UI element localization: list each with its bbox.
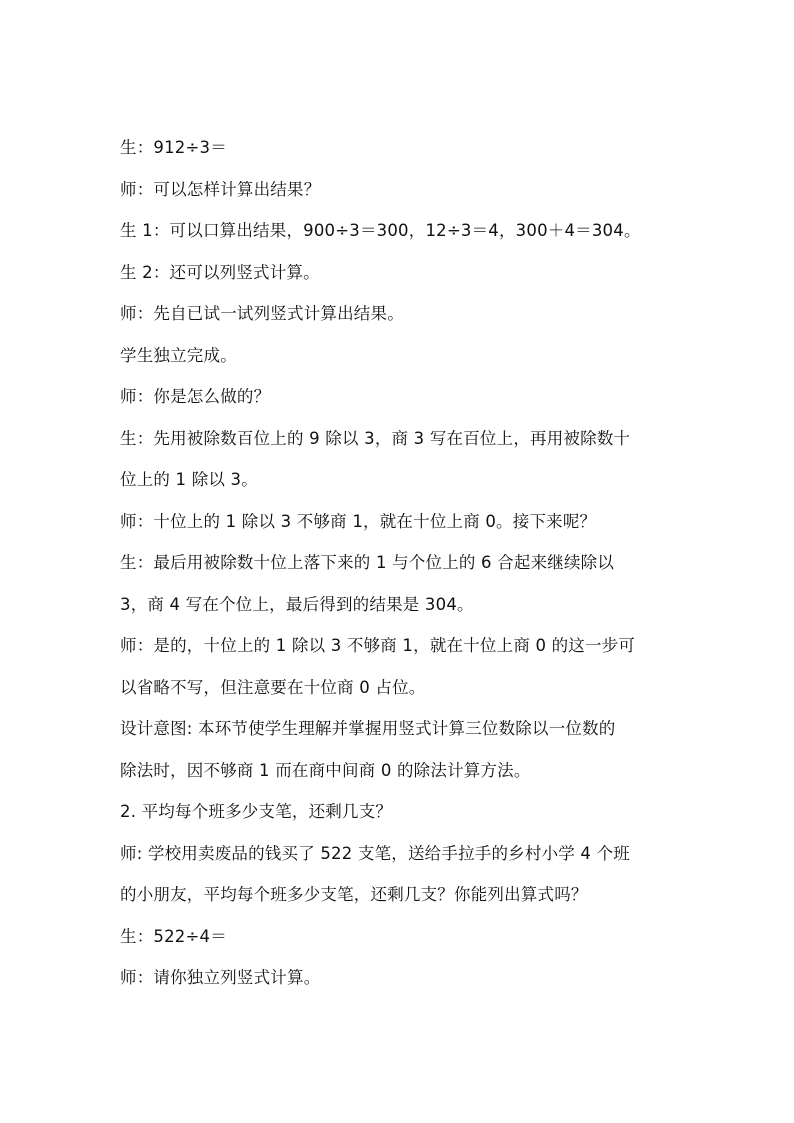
text-line: 师：请你独立列竖式计算。 bbox=[120, 968, 321, 987]
text-line: 师：可以怎样计算出结果？ bbox=[120, 179, 321, 199]
text-line: 生：912÷3＝ bbox=[120, 138, 227, 157]
text-line: 师：你是怎么做的？ bbox=[120, 387, 271, 406]
text-line: 以省略不写，但注意要在十位商 0 占位。 bbox=[120, 677, 426, 697]
design-intent-line: 设计意图: 本环节使学生理解并掌握用竖式计算三位数除以一位数的 bbox=[120, 719, 616, 738]
text-line: 生：先用被除数百位上的 9 除以 3，商 3 写在百位上，再用被除数十 bbox=[120, 428, 631, 448]
text-line: 的小朋友，平均每个班多少支笔，还剩几支？你能列出算式吗？ bbox=[120, 885, 588, 904]
section-heading: 2. 平均每个班多少支笔，还剩几支？ bbox=[120, 802, 393, 821]
text-line: 生：最后用被除数十位上落下来的 1 与个位上的 6 合起来继续除以 bbox=[120, 553, 615, 572]
document-body bbox=[120, 127, 680, 999]
text-line: 位上的 1 除以 3。 bbox=[120, 470, 258, 489]
text-line: 生 2：还可以列竖式计算。 bbox=[120, 262, 320, 282]
text-line: 生 1：可以口算出结果，900÷3＝300，12÷3＝4，300＋4＝304。 bbox=[120, 221, 641, 240]
text-line: 3，商 4 写在个位上，最后得到的结果是 304。 bbox=[120, 594, 474, 614]
text-line: 师: 学校用卖废品的钱买了 522 支笔，送给手拉手的乡村小学 4 个班 bbox=[120, 843, 630, 863]
text-line: 师：先自已试一试列竖式计算出结果。 bbox=[120, 304, 404, 323]
text-line: 师：是的，十位上的 1 除以 3 不够商 1，就在十位上商 0 的这一步可 bbox=[120, 636, 636, 655]
design-intent-line: 除法时，因不够商 1 而在商中间商 0 的除法计算方法。 bbox=[120, 760, 531, 780]
text-line: 生：522÷4＝ bbox=[120, 926, 227, 946]
text-line: 师：十位上的 1 除以 3 不够商 1，就在十位上商 0。接下来呢？ bbox=[120, 511, 597, 531]
text-line: 学生独立完成。 bbox=[120, 345, 237, 365]
